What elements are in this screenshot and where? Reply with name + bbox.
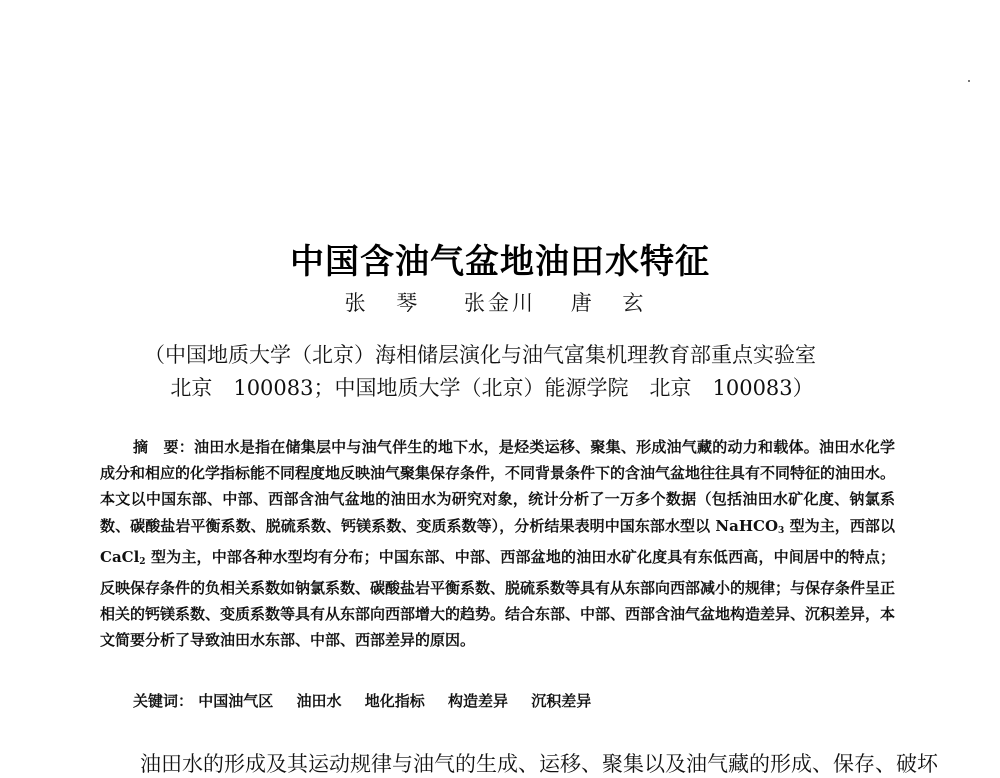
abstract-text-2: 型为主，西部以 CaCl — [100, 516, 895, 566]
abstract-sub-1: 3 — [778, 525, 785, 536]
abstract-label: 摘 要： — [133, 438, 194, 456]
author-2: 张金川 — [464, 291, 536, 315]
keywords-label: 关键词： — [133, 692, 194, 710]
keyword-item: 构造差异 — [448, 692, 509, 710]
scan-speck — [968, 80, 970, 82]
keywords-line — [133, 690, 609, 711]
author-list — [0, 287, 1000, 317]
keyword-item: 油田水 — [296, 692, 342, 710]
body-text-first-line: 油田水的形成及其运动规律与油气的生成、运移、聚集以及油气藏的形成、保存、破坏 — [140, 752, 938, 776]
author-3: 唐 玄 — [570, 291, 656, 315]
keyword-item: 沉积差异 — [531, 692, 592, 710]
keyword-item: 地化指标 — [364, 692, 425, 710]
keyword-item: 中国油气区 — [198, 692, 274, 710]
abstract-paragraph — [100, 434, 895, 654]
abstract-text-3: 型为主，中部各种水型均有分布；中国东部、中部、西部盆地的油田水矿化度具有东低西高，中间居中的特点；反映保存条件的负相关系数如钠氯系数、碳酸盐岩平衡系数、脱硫系数等具有从东部向西部减小的规律；与保存条件呈正相关的钙镁系数、变质系数等具有从东部向西部增大的趋势。结合东部、中部、西部含油气盆地构造差异、沉积差异，本文简要分析了导致油田水东部、中部、西部差异的原因。 — [100, 547, 896, 650]
author-1: 张 琴 — [344, 291, 430, 315]
abstract-text-1: 油田水是指在储集层中与油气伴生的地下水，是烃类运移、聚集、形成油气藏的动力和载体。油田水化学成分和相应的化学指标能不同程度地反映油气聚集保存条件，不同背景条件下的含油气盆地往往具有不同特征的油田水。本文以中国东部、中部、西部含油气盆地的油田水为研究对象，统计分析了一万多个数据（包括油田水矿化度、钠氯系数、碳酸盐岩平衡系数、脱硫系数、钙镁系数、变质系数等），分析结果表明中国东部水型以 NaHCO — [100, 438, 896, 535]
abstract-sub-2: 2 — [139, 556, 146, 567]
affiliation-line-1: （中国地质大学（北京）海相储层演化与油气富集机理教育部重点实验室 — [144, 343, 816, 367]
affiliation-line-2: 北京 100083；中国地质大学（北京）能源学院 北京 100083） — [170, 376, 814, 400]
paper-title: 中国含油气盆地油田水特征 — [290, 242, 710, 282]
